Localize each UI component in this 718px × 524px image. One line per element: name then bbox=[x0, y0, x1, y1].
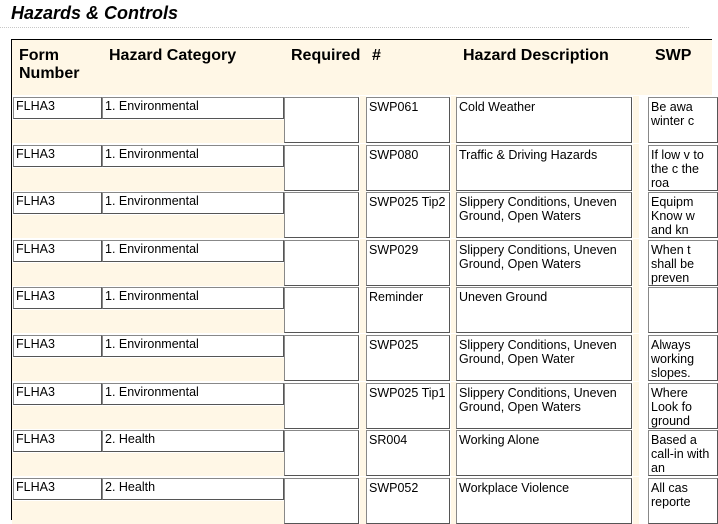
row-band bbox=[12, 358, 284, 381]
header-number: # bbox=[372, 47, 381, 64]
hazard-category-field[interactable]: 1. Environmental bbox=[102, 145, 284, 167]
table-header bbox=[12, 40, 712, 95]
swp-field[interactable]: If low v to the c the roa bbox=[648, 145, 718, 191]
swp-field[interactable]: Equipm Know w and kn bbox=[648, 192, 718, 238]
hazard-category-field[interactable]: 1. Environmental bbox=[102, 287, 284, 309]
required-field[interactable] bbox=[284, 478, 359, 524]
column-gap bbox=[633, 286, 639, 333]
hazard-description-field[interactable]: Cold Weather bbox=[456, 97, 632, 143]
hazard-description-field[interactable]: Slippery Conditions, Uneven Ground, Open Water bbox=[456, 335, 632, 381]
swp-field[interactable]: Always working slopes. bbox=[648, 335, 718, 381]
hazard-description-field[interactable]: Workplace Violence bbox=[456, 478, 632, 524]
required-field[interactable] bbox=[284, 97, 359, 143]
row-band bbox=[12, 168, 284, 191]
table-row bbox=[12, 477, 712, 524]
hazard-number-field[interactable]: SWP025 Tip1 bbox=[366, 383, 450, 429]
form-number-field[interactable]: FLHA3 bbox=[13, 97, 102, 119]
required-field[interactable] bbox=[284, 240, 359, 286]
table-row bbox=[12, 286, 712, 333]
required-field[interactable] bbox=[284, 335, 359, 381]
hazard-category-field[interactable]: 2. Health bbox=[102, 478, 284, 500]
hazard-description-field[interactable]: Traffic & Driving Hazards bbox=[456, 145, 632, 191]
table-row bbox=[12, 191, 712, 238]
form-number-field[interactable]: FLHA3 bbox=[13, 145, 102, 167]
hazard-category-field[interactable]: 1. Environmental bbox=[102, 240, 284, 262]
hazard-category-field[interactable]: 1. Environmental bbox=[102, 335, 284, 357]
form-number-field[interactable]: FLHA3 bbox=[13, 335, 102, 357]
column-gap bbox=[633, 429, 639, 476]
row-band bbox=[12, 453, 284, 476]
hazards-table bbox=[11, 39, 712, 520]
column-gap bbox=[633, 334, 639, 381]
hazard-number-field[interactable]: Reminder bbox=[366, 287, 450, 333]
form-number-field[interactable]: FLHA3 bbox=[13, 192, 102, 214]
hazard-number-field[interactable]: SR004 bbox=[366, 430, 450, 476]
row-band bbox=[12, 501, 284, 524]
required-field[interactable] bbox=[284, 287, 359, 333]
column-gap bbox=[633, 382, 639, 429]
hazard-number-field[interactable]: SWP052 bbox=[366, 478, 450, 524]
title-divider bbox=[0, 27, 689, 28]
row-band bbox=[12, 215, 284, 238]
hazard-description-field[interactable]: Working Alone bbox=[456, 430, 632, 476]
hazard-category-field[interactable]: 2. Health bbox=[102, 430, 284, 452]
table-row bbox=[12, 96, 712, 143]
required-field[interactable] bbox=[284, 430, 359, 476]
hazard-number-field[interactable]: SWP025 Tip2 bbox=[366, 192, 450, 238]
form-number-field[interactable]: FLHA3 bbox=[13, 287, 102, 309]
form-number-field[interactable]: FLHA3 bbox=[13, 240, 102, 262]
row-band bbox=[12, 310, 284, 333]
section-title: Hazards & Controls bbox=[11, 3, 179, 23]
column-gap bbox=[633, 144, 639, 191]
table-row bbox=[12, 239, 712, 286]
hazard-category-field[interactable]: 1. Environmental bbox=[102, 383, 284, 405]
header-hazard-category: Hazard Category bbox=[109, 47, 237, 64]
form-number-field[interactable]: FLHA3 bbox=[13, 478, 102, 500]
form-number-field[interactable]: FLHA3 bbox=[13, 383, 102, 405]
form-number-field[interactable]: FLHA3 bbox=[13, 430, 102, 452]
swp-field[interactable]: Where Look fo ground bbox=[648, 383, 718, 429]
swp-field[interactable]: All cas reporte bbox=[648, 478, 718, 524]
hazard-number-field[interactable]: SWP029 bbox=[366, 240, 450, 286]
required-field[interactable] bbox=[284, 145, 359, 191]
column-gap bbox=[633, 239, 639, 286]
column-gap bbox=[633, 477, 639, 524]
required-field[interactable] bbox=[284, 192, 359, 238]
hazard-number-field[interactable]: SWP080 bbox=[366, 145, 450, 191]
hazard-number-field[interactable]: SWP061 bbox=[366, 97, 450, 143]
swp-field[interactable] bbox=[648, 287, 718, 333]
header-form-number: Form Number bbox=[19, 47, 80, 82]
table-row bbox=[12, 382, 712, 429]
required-field[interactable] bbox=[284, 383, 359, 429]
row-band bbox=[12, 263, 284, 286]
column-gap bbox=[633, 191, 639, 238]
header-swp: SWP bbox=[655, 47, 692, 64]
row-band bbox=[12, 406, 284, 429]
header-hazard-description: Hazard Description bbox=[463, 47, 609, 64]
swp-field[interactable]: Based a call-in with an bbox=[648, 430, 718, 476]
hazard-category-field[interactable]: 1. Environmental bbox=[102, 97, 284, 119]
table-row bbox=[12, 334, 712, 381]
table-row bbox=[12, 429, 712, 476]
row-band bbox=[12, 120, 284, 143]
hazard-description-field[interactable]: Slippery Conditions, Uneven Ground, Open Waters bbox=[456, 383, 632, 429]
column-gap bbox=[633, 96, 639, 143]
swp-field[interactable]: When t shall be preven bbox=[648, 240, 718, 286]
table-row bbox=[12, 144, 712, 191]
hazard-description-field[interactable]: Uneven Ground bbox=[456, 287, 632, 333]
hazard-number-field[interactable]: SWP025 bbox=[366, 335, 450, 381]
hazard-description-field[interactable]: Slippery Conditions, Uneven Ground, Open Waters bbox=[456, 192, 632, 238]
hazard-category-field[interactable]: 1. Environmental bbox=[102, 192, 284, 214]
swp-field[interactable]: Be awa winter c bbox=[648, 97, 718, 143]
hazard-description-field[interactable]: Slippery Conditions, Uneven Ground, Open Waters bbox=[456, 240, 632, 286]
header-required: Required bbox=[291, 47, 361, 64]
